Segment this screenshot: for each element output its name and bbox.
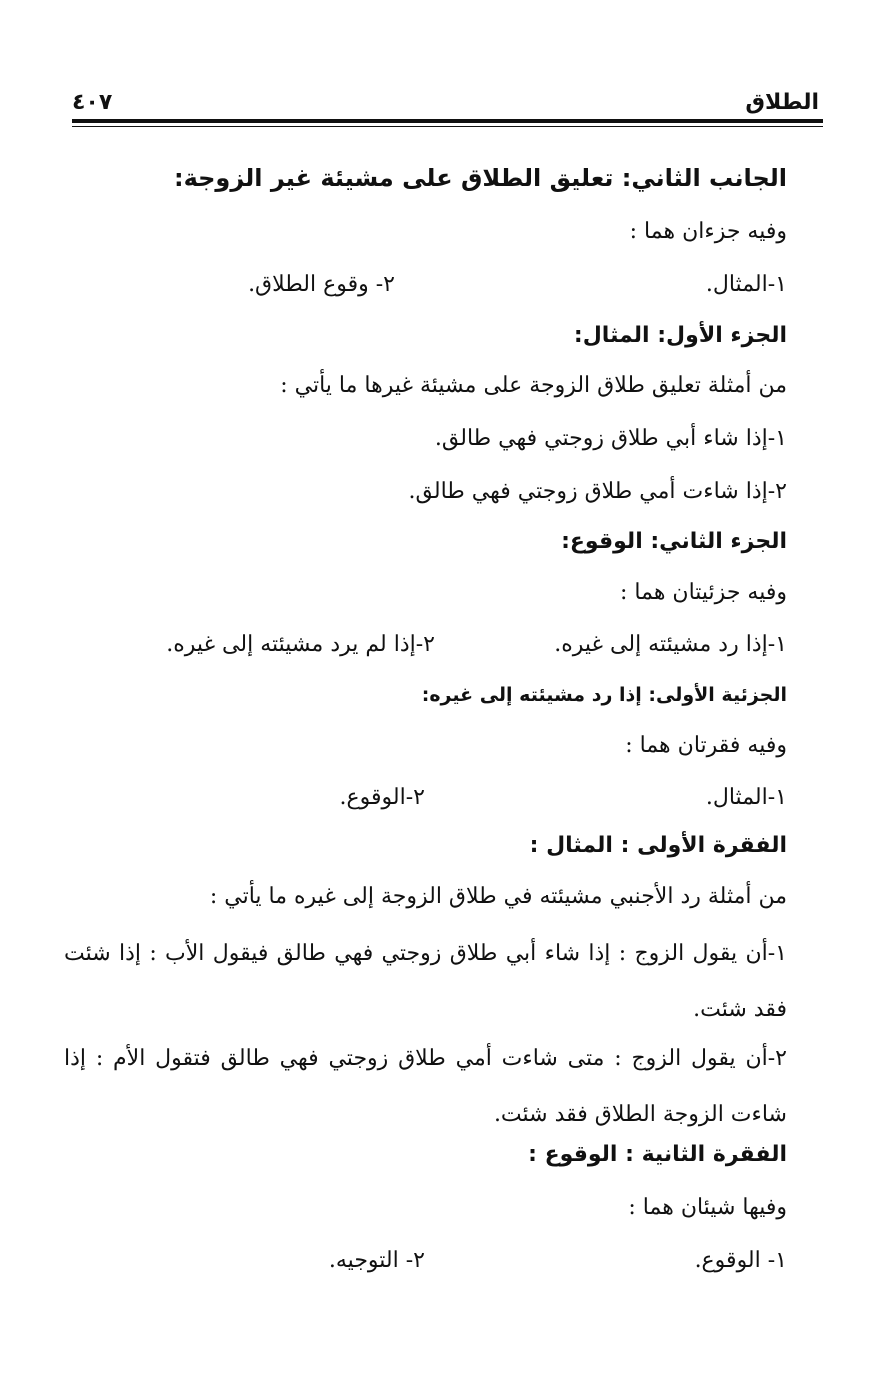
- section-item-2: ٢- وقوع الطلاق.: [248, 272, 395, 297]
- sub1-heading: الجزئية الأولى: إذا رد مشيئته إلى غيره:: [421, 684, 787, 706]
- para1-heading: الفقرة الأولى : المثال :: [529, 833, 787, 858]
- part2-item-1: ١-إذا رد مشيئته إلى غيره.: [554, 632, 787, 657]
- section-item-1: ١-المثال.: [705, 272, 787, 297]
- part1-example-1: ١-إذا شاء أبي طلاق زوجتي فهي طالق.: [434, 426, 787, 451]
- para1-example-1: ١-أن يقول الزوج : إذا شاء أبي طلاق زوجتي فهي طالق فيقول الأب : إذا شئت فقد شئت.: [64, 941, 787, 1022]
- section-heading: الجانب الثاني: تعليق الطلاق على مشيئة غير الزوجة:: [173, 164, 787, 192]
- part1-intro: من أمثلة تعليق طلاق الزوجة على مشيئة غيرها ما يأتي :: [280, 373, 787, 398]
- para1-intro: من أمثلة رد الأجنبي مشيئته في طلاق الزوجة إلى غيره ما يأتي :: [209, 884, 787, 909]
- sub1-item-2: ٢-الوقوع.: [339, 785, 425, 810]
- part1-heading: الجزء الأول: المثال:: [573, 323, 787, 348]
- part2-intro: وفيه جزئيتان هما :: [620, 580, 787, 605]
- sub1-intro: وفيه فقرتان هما :: [625, 733, 787, 758]
- chapter-title: الطلاق: [745, 90, 819, 115]
- sub1-item-1: ١-المثال.: [705, 785, 787, 810]
- part2-heading: الجزء الثاني: الوقوع:: [561, 529, 787, 554]
- para2-item-1: ١- الوقوع.: [694, 1248, 787, 1273]
- header-rule-thick: [72, 119, 823, 123]
- para2-intro: وفيها شيئان هما :: [628, 1195, 787, 1220]
- page-number: ٤٠٧: [72, 90, 113, 115]
- section-intro: وفيه جزءان هما :: [629, 219, 787, 244]
- part2-item-2: ٢-إذا لم يرد مشيئته إلى غيره.: [166, 632, 435, 657]
- part1-example-2: ٢-إذا شاءت أمي طلاق زوجتي فهي طالق.: [408, 479, 787, 504]
- header-rule-thin: [72, 126, 823, 127]
- para2-heading: الفقرة الثانية : الوقوع :: [528, 1142, 787, 1167]
- para2-item-2: ٢- التوجيه.: [328, 1248, 425, 1273]
- para1-example-2: ٢-أن يقول الزوج : متى شاءت أمي طلاق زوجتي فهي طالق فتقول الأم : إذا شاءت الزوجة الطلاق فقد شئت.: [64, 1046, 787, 1127]
